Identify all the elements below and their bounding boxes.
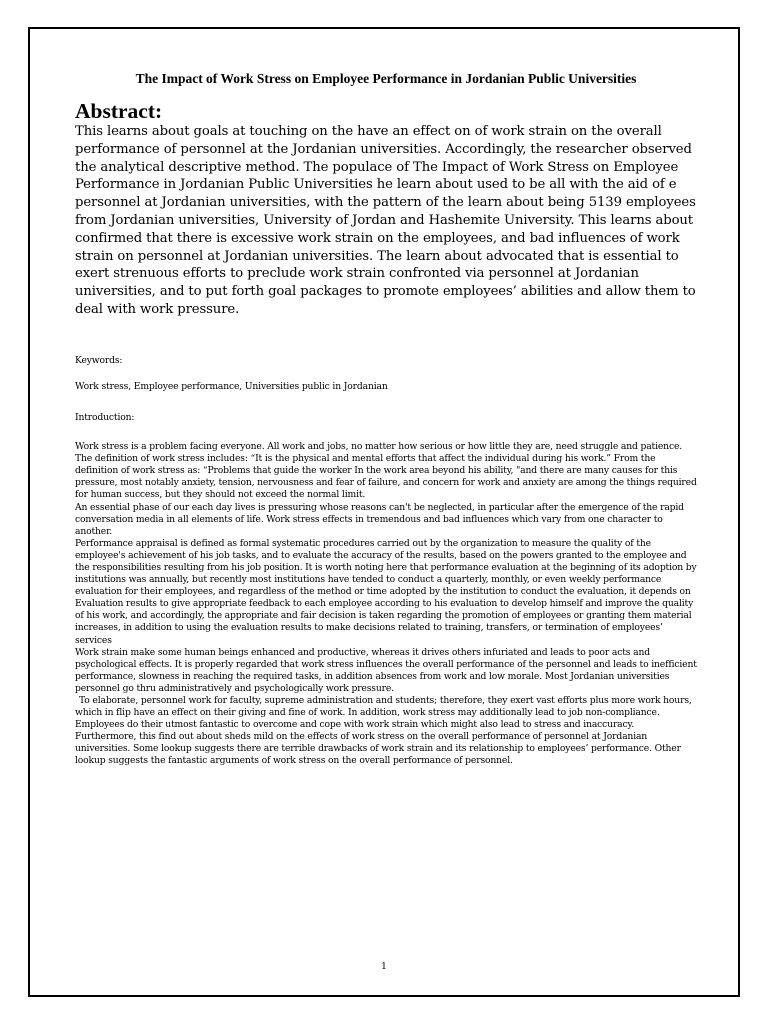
intro-paragraph: An essential phase of our each day lives is pressuring whose reasons can't be neglected, in particular after the emergence of the rapid conversation media in all elements of life. Work stress effects in tremendous and bad influences which vary from one character to another. — [75, 501, 684, 537]
intro-paragraph: Work strain make some human beings enhanced and productive, whereas it drives others infuriated and leads to poor acts and psychological effects. It is properly regarded that work stress influences the overall performance of the personnel and leads to inefficient performance, slowness in reaching the required tasks, in addition absences from work and low morale. Most Jordanian universities personnel go thru administratively and psychologically work pressure. — [75, 646, 697, 694]
introduction-label: Introduction: — [75, 411, 135, 423]
paper-title: The Impact of Work Stress on Employee Performance in Jordanian Public Universities — [135, 71, 637, 86]
keywords-label: Keywords: — [75, 354, 123, 366]
introduction-body — [75, 441, 697, 768]
intro-paragraph: Furthermore, this find out about sheds mild on the effects of work stress on the overall performance of personnel at Jordanian universities. Some lookup suggests there are terrible drawbacks of work strain and its relationship to employees’ performance. Other lookup suggests the fantastic arguments of work stress on the overall performance of personnel. — [75, 731, 681, 767]
keywords-text: Work stress, Employee performance, Universities public in Jordanian — [75, 380, 388, 392]
abstract-text: This learns about goals at touching on the have an effect on of work strain on the overall performance of personnel at the Jordanian universities. Accordingly, the researcher observed the analytical descriptive method. The populace of The Impact of Work Stress on Employee Performance in Jordanian Public Universities he learn about used to be all with the aid of e personnel at Jordanian universities, with the pattern of the learn about being 5139 employees from Jordanian universities, University of Jordan and Hashemite University. This learns about confirmed that there is excessive work strain on the employees, and bad influences of work strain on personnel at Jordanian universities. The learn about advocated that is essential to exert strenuous efforts to preclude work strain confronted via personnel at Jordanian universities, and to put forth goal packages to promote employees’ abilities and allow them to deal with work pressure. — [75, 124, 696, 317]
page-number: 1 — [381, 962, 387, 972]
intro-paragraph: Performance appraisal is defined as formal systematic procedures carried out by the organization to measure the quality of the employee's achievement of his job tasks, and to evaluate the accuracy of the results, based on the powers granted to the employee and the responsibilities resulting from his job position. It is worth noting here that performance evaluation at the beginning of its adoption by institutions was annually, but recently most institutions have tended to conduct a quarterly, monthly, or even weekly performance evaluation for their employees, and regardless of the method or time adopted by the institution to conduct the evaluation, it depends on Evaluation results to give appropriate feedback to each employee according to his evaluation to develop himself and improve the quality of his work, and accordingly, the appropriate and fair decision is taken regarding the promotion of employees or granting them material increases, in addition to using the evaluation results to make decisions related to training, transfers, or termination of employees’ services — [75, 537, 697, 646]
document-body — [75, 70, 697, 768]
intro-paragraph: To elaborate, personnel work for faculty, supreme administration and students; therefore, they exert vast efforts plus more work hours, which in flip have an effect on their giving and fine of work. In addition, work stress may additionally lead to job non-compliance. Employees do their utmost fantastic to overcome and cope with work strain which might also lead to stress and inaccuracy. — [75, 695, 692, 731]
abstract-heading: Abstract: — [75, 99, 163, 123]
intro-paragraph: Work stress is a problem facing everyone. All work and jobs, no matter how serious or how little they are, need struggle and patience. The definition of work stress includes: “It is the physical and mental efforts that affect the individual during his work.” From the definition of work stress as: “Problems that guide the worker In the work area beyond his ability, "and there are many causes for this pressure, most notably anxiety, tension, nervousness and fear of failure, and concern for work and anxiety are among the things required for human success, but they should not exceed the normal limit. — [75, 441, 697, 501]
